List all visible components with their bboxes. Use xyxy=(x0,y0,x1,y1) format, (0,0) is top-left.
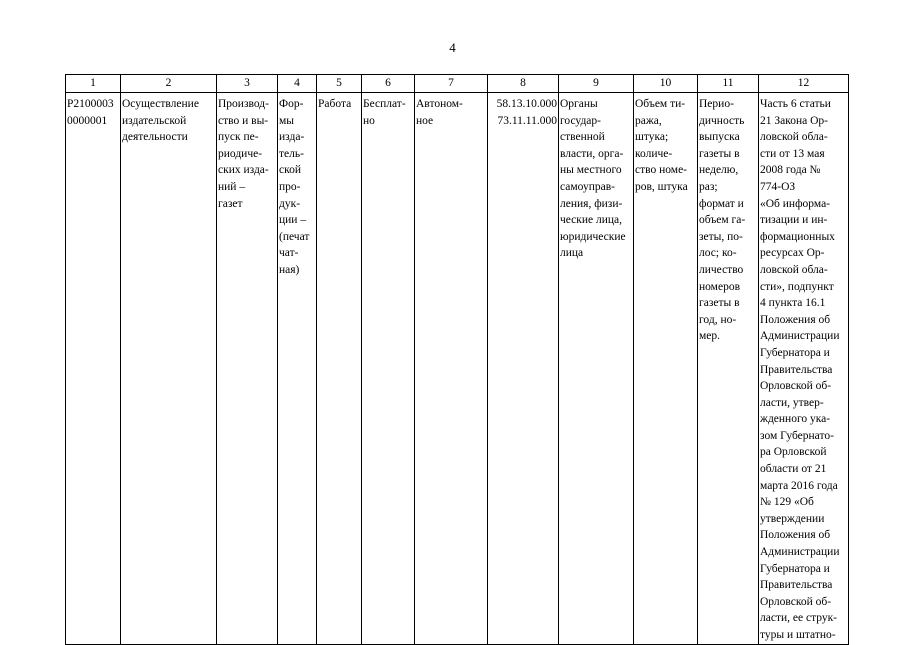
column-number: 2 xyxy=(121,75,217,93)
cell-line: деятельности xyxy=(122,131,188,144)
cell-line: Автоном- xyxy=(416,98,463,110)
cell-line: № 129 «Об xyxy=(760,496,814,509)
cell-line: ное xyxy=(416,114,434,127)
cell-line: ской xyxy=(279,164,302,177)
cell-line: Орловской об- xyxy=(760,595,832,608)
cell-line: издательской xyxy=(122,114,187,127)
cell-line: жденного ука- xyxy=(760,413,831,426)
okved-codes-cell xyxy=(488,93,559,645)
cell-line: ров, штука xyxy=(635,180,688,193)
cell-line: про- xyxy=(279,180,301,193)
consumers-cell xyxy=(559,93,634,645)
cell-line: Орловской об- xyxy=(760,380,832,393)
cell-line: туры и штатно- xyxy=(760,629,836,641)
cell-line: выпуска xyxy=(699,131,740,144)
cell-line: 4 пункта 16.1 xyxy=(760,297,826,310)
column-number: 3 xyxy=(217,75,278,93)
cell-line: 774-ОЗ xyxy=(760,180,796,193)
cell-line: Часть 6 статьи xyxy=(760,98,831,110)
cell-line: Объем ти- xyxy=(635,98,686,110)
cell-line: штука; xyxy=(635,131,669,144)
cell-line: мер. xyxy=(699,330,721,343)
cell-line: Губернатора и xyxy=(760,562,830,575)
cell-line: зом Губернато- xyxy=(760,429,834,442)
cell-line: государ- xyxy=(560,114,601,127)
cell-line: изда- xyxy=(279,131,305,144)
cell-line: Производ- xyxy=(218,98,269,110)
cell-line: 2008 года № xyxy=(760,164,821,177)
column-number: 6 xyxy=(362,75,415,93)
volume-indicators-cell xyxy=(634,93,698,645)
table-row xyxy=(66,93,849,645)
cell-line: номеров xyxy=(699,280,740,293)
institution-type-cell xyxy=(415,93,488,645)
column-number-row xyxy=(66,75,849,93)
cell-line: ство номе- xyxy=(635,164,688,177)
cell-line: объем га- xyxy=(699,214,746,227)
work-form-cell xyxy=(278,93,317,645)
cell-line: ции – xyxy=(279,214,307,227)
cell-line: сти от 13 мая xyxy=(760,147,825,160)
cell-line: лос; ко- xyxy=(699,247,737,260)
quality-indicators-cell xyxy=(698,93,759,645)
cell-line: неделю, xyxy=(699,164,739,177)
cell-line: 73.11.11.000 xyxy=(497,114,557,127)
cell-line: тель- xyxy=(279,147,304,160)
cell-line: газет xyxy=(218,197,243,210)
cell-line: (печат xyxy=(279,230,310,243)
cell-line: лица xyxy=(560,247,584,260)
cell-line: зеты, по- xyxy=(699,230,743,243)
cell-line: Бесплат- xyxy=(363,98,406,110)
cell-line: «Об информа- xyxy=(760,197,830,210)
page-number: 4 xyxy=(449,40,456,55)
cell-line: формат и xyxy=(699,197,744,210)
cell-line: риодиче- xyxy=(218,147,263,160)
cell-line: Правительства xyxy=(760,363,833,376)
cell-line: 21 Закона Ор- xyxy=(760,114,829,127)
payment-cell xyxy=(362,93,415,645)
cell-line: Положения об xyxy=(760,529,831,542)
cell-line: ная) xyxy=(279,263,300,276)
cell-line: юридические xyxy=(560,230,626,243)
cell-line: самоуправ- xyxy=(560,180,615,193)
cell-line: ража, xyxy=(635,114,662,127)
column-number: 4 xyxy=(278,75,317,93)
cell-line: количе- xyxy=(635,147,673,160)
column-number: 9 xyxy=(559,75,634,93)
cell-line: Правительства xyxy=(760,579,833,592)
cell-line: ловской обла- xyxy=(760,131,828,144)
legal-basis-cell xyxy=(759,93,849,645)
registry-number-cell xyxy=(66,93,121,645)
column-number: 8 xyxy=(488,75,559,93)
column-number: 12 xyxy=(759,75,849,93)
cell-line: газеты в xyxy=(699,297,740,310)
cell-line: газеты в xyxy=(699,147,740,160)
activity-name-cell xyxy=(121,93,217,645)
cell-line: Органы xyxy=(560,98,598,110)
cell-line: власти, орга- xyxy=(560,147,624,160)
work-type-cell xyxy=(317,93,362,645)
column-number: 11 xyxy=(698,75,759,93)
work-content-cell xyxy=(217,93,278,645)
column-number: 7 xyxy=(415,75,488,93)
cell-line: мы xyxy=(279,114,295,127)
cell-line: Фор- xyxy=(279,98,304,110)
cell-line: ресурсах Ор- xyxy=(760,247,825,260)
cell-line: Перио- xyxy=(699,98,734,110)
cell-line: дук- xyxy=(279,197,301,210)
cell-line: дичность xyxy=(699,114,745,127)
cell-line: ство и вы- xyxy=(218,114,269,127)
cell-line: области от 21 xyxy=(760,463,827,476)
cell-line: личество xyxy=(699,263,744,276)
cell-line: Положения об xyxy=(760,313,831,326)
column-number: 10 xyxy=(634,75,698,93)
cell-line: но xyxy=(363,114,375,127)
column-number: 5 xyxy=(317,75,362,93)
cell-line: P2100003 xyxy=(67,98,114,110)
cell-line: пуск пе- xyxy=(218,131,259,144)
cell-line: ласти, ее струк- xyxy=(760,612,837,625)
cell-line: 0000001 xyxy=(67,114,108,127)
cell-line: ловской обла- xyxy=(760,263,828,276)
cell-line: ны местного xyxy=(560,164,622,177)
cell-line: ских изда- xyxy=(218,164,269,177)
cell-line: раз; xyxy=(699,180,718,193)
cell-line: ления, физи- xyxy=(560,197,623,210)
cell-line: ственной xyxy=(560,131,605,144)
cell-line: Администрации xyxy=(760,330,840,343)
cell-line: марта 2016 года xyxy=(760,479,838,492)
cell-line: чат- xyxy=(279,247,299,260)
cell-line: ласти, утвер- xyxy=(760,396,824,409)
cell-line: ний – xyxy=(218,180,246,193)
cell-line: 58.13.10.000 xyxy=(496,98,557,110)
cell-line: ра Орловской xyxy=(760,446,827,459)
cell-line: тизации и ин- xyxy=(760,214,828,227)
cell-line: Администрации xyxy=(760,546,840,559)
column-number: 1 xyxy=(66,75,121,93)
cell-line: ческие лица, xyxy=(560,214,623,227)
registry-table xyxy=(65,74,849,645)
cell-line: формационных xyxy=(760,230,835,243)
cell-line: Работа xyxy=(318,98,352,110)
cell-line: год, но- xyxy=(699,313,737,326)
cell-line: утверждении xyxy=(760,512,825,525)
cell-line: Губернатора и xyxy=(760,346,830,359)
cell-line: сти», подпункт xyxy=(760,280,834,293)
cell-line: Осуществление xyxy=(122,98,199,110)
